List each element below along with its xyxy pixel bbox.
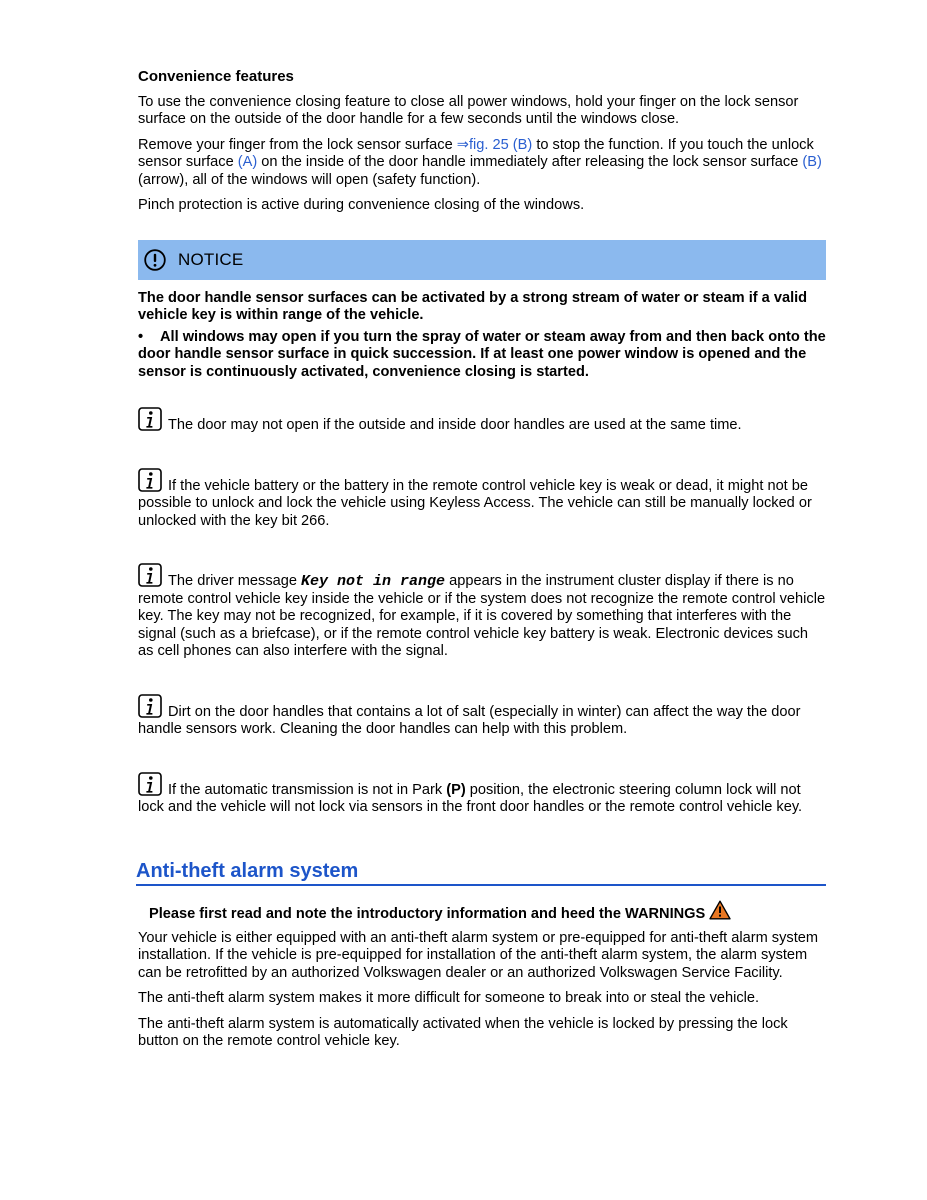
warning-triangle-icon[interactable] — [709, 900, 731, 920]
arrow-glyph: ⇒ — [456, 136, 469, 153]
convenience-paragraph-2 — [138, 137, 826, 190]
info-icon — [138, 772, 162, 796]
figure-link[interactable]: fig. 25 (B) — [469, 136, 533, 153]
callout-b-link[interactable]: (B) — [802, 154, 822, 170]
notice-banner — [138, 240, 826, 280]
text-run: Remove your finger from the lock sensor surface — [138, 136, 457, 153]
alarm-paragraph-3: The anti-theft alarm system is automatically activated when the vehicle is locked by pressing the lock button on the remote control vehicle key. — [138, 1015, 788, 1049]
info-note-1-text: The door may not open if the outside and inside door handles are used at the same time. — [168, 417, 742, 433]
info-note-4-text: Dirt on the door handles that contains a lot of salt (especially in winter) can affect the way the door handle sensors work. Cleaning the door handles can help with this problem. — [138, 703, 801, 737]
info-note-2 — [138, 468, 826, 531]
info-icon — [138, 563, 162, 587]
info-note-5 — [138, 772, 826, 817]
info-note-1 — [138, 407, 826, 435]
alarm-paragraph-2: The anti-theft alarm system makes it more difficult for someone to break into or steal the vehicle. — [138, 990, 760, 1006]
driver-message-key-text: Key not in range — [301, 573, 446, 590]
bullet-glyph: • — [138, 328, 144, 345]
info-note-5-text-a: If the automatic transmission is not in Park — [168, 781, 447, 798]
section-title-anti-theft: Anti-theft alarm system — [136, 863, 826, 887]
info-icon — [138, 468, 162, 492]
notice-title: NOTICE — [178, 249, 244, 269]
notice-bullet-item — [138, 329, 826, 382]
info-note-5-text-b: position, the electronic steering column lock will not lock and the vehicle will not lock via sensors in the front door handles or the remote control vehicle key. — [138, 781, 803, 815]
alarm-paragraph-1: Your vehicle is either equipped with an anti-theft alarm system or pre-equipped for anti-theft alarm system installation. If the vehicle is pre-equipped for installation of the anti-theft alarm system, the alarm system can be retrofitted by an authorized Volkswagen dealer or an authorized Volkswagen Service Facility. — [138, 929, 819, 981]
info-icon — [138, 694, 162, 718]
info-note-3-text-b: appears in the instrument cluster display if there is no remote control vehicle key inside the vehicle or if the system does not recognize the remote control vehicle key. The key may not be recognized, for example, if it is covered by something that interferes with the signal (such as a briefcase), or if the remote control vehicle key battery is weak. Electronic devices such as cell phones can also interfere with the signal. — [138, 573, 826, 659]
convenience-paragraph-1: To use the convenience closing feature to close all power windows, hold your finger on the lock sensor surface on the outside of the door handle for a few seconds until the windows close. — [138, 93, 799, 127]
notice-exclamation-icon — [144, 249, 166, 271]
heading-convenience-features: Convenience features — [138, 68, 294, 85]
info-note-3 — [138, 563, 826, 661]
info-note-3-text-a: The driver message — [168, 573, 302, 589]
text-run: on the inside of the door handle immediately after releasing the lock sensor surface — [257, 154, 803, 170]
notice-paragraph-1: The door handle sensor surfaces can be activated by a strong stream of water or steam if a valid vehicle key is within range of the vehicle. — [138, 289, 808, 323]
text-run: to stop the function. If you touch the unlock sensor surface — [138, 136, 814, 170]
info-note-2-text: If the vehicle battery or the battery in the remote control vehicle key is weak or dead, it might not be possible to unlock and lock the vehicle using Keyless Access. The vehicle can still be manually locked or unlocked with the key bit 266. — [138, 477, 812, 529]
notice-bullet-text: All windows may open if you turn the spray of water or steam away from and then back onto the door handle sensor surface in quick succession. If at least one power window is opened and the sensor is continuously activated, convenience closing is started. — [138, 328, 826, 380]
warnings-intro-text: Please first read and note the introductory information and heed the WARNINGS — [149, 906, 706, 922]
info-icon — [138, 407, 162, 431]
text-run: (arrow), all of the windows will open (safety function). — [138, 171, 481, 188]
info-note-4 — [138, 694, 826, 739]
document-page — [138, 68, 826, 1059]
convenience-paragraph-3: Pinch protection is active during convenience closing of the windows. — [138, 197, 585, 213]
park-position-label: (P) — [446, 781, 466, 798]
callout-a-link[interactable]: (A) — [237, 154, 258, 170]
warnings-intro-line — [149, 900, 826, 924]
